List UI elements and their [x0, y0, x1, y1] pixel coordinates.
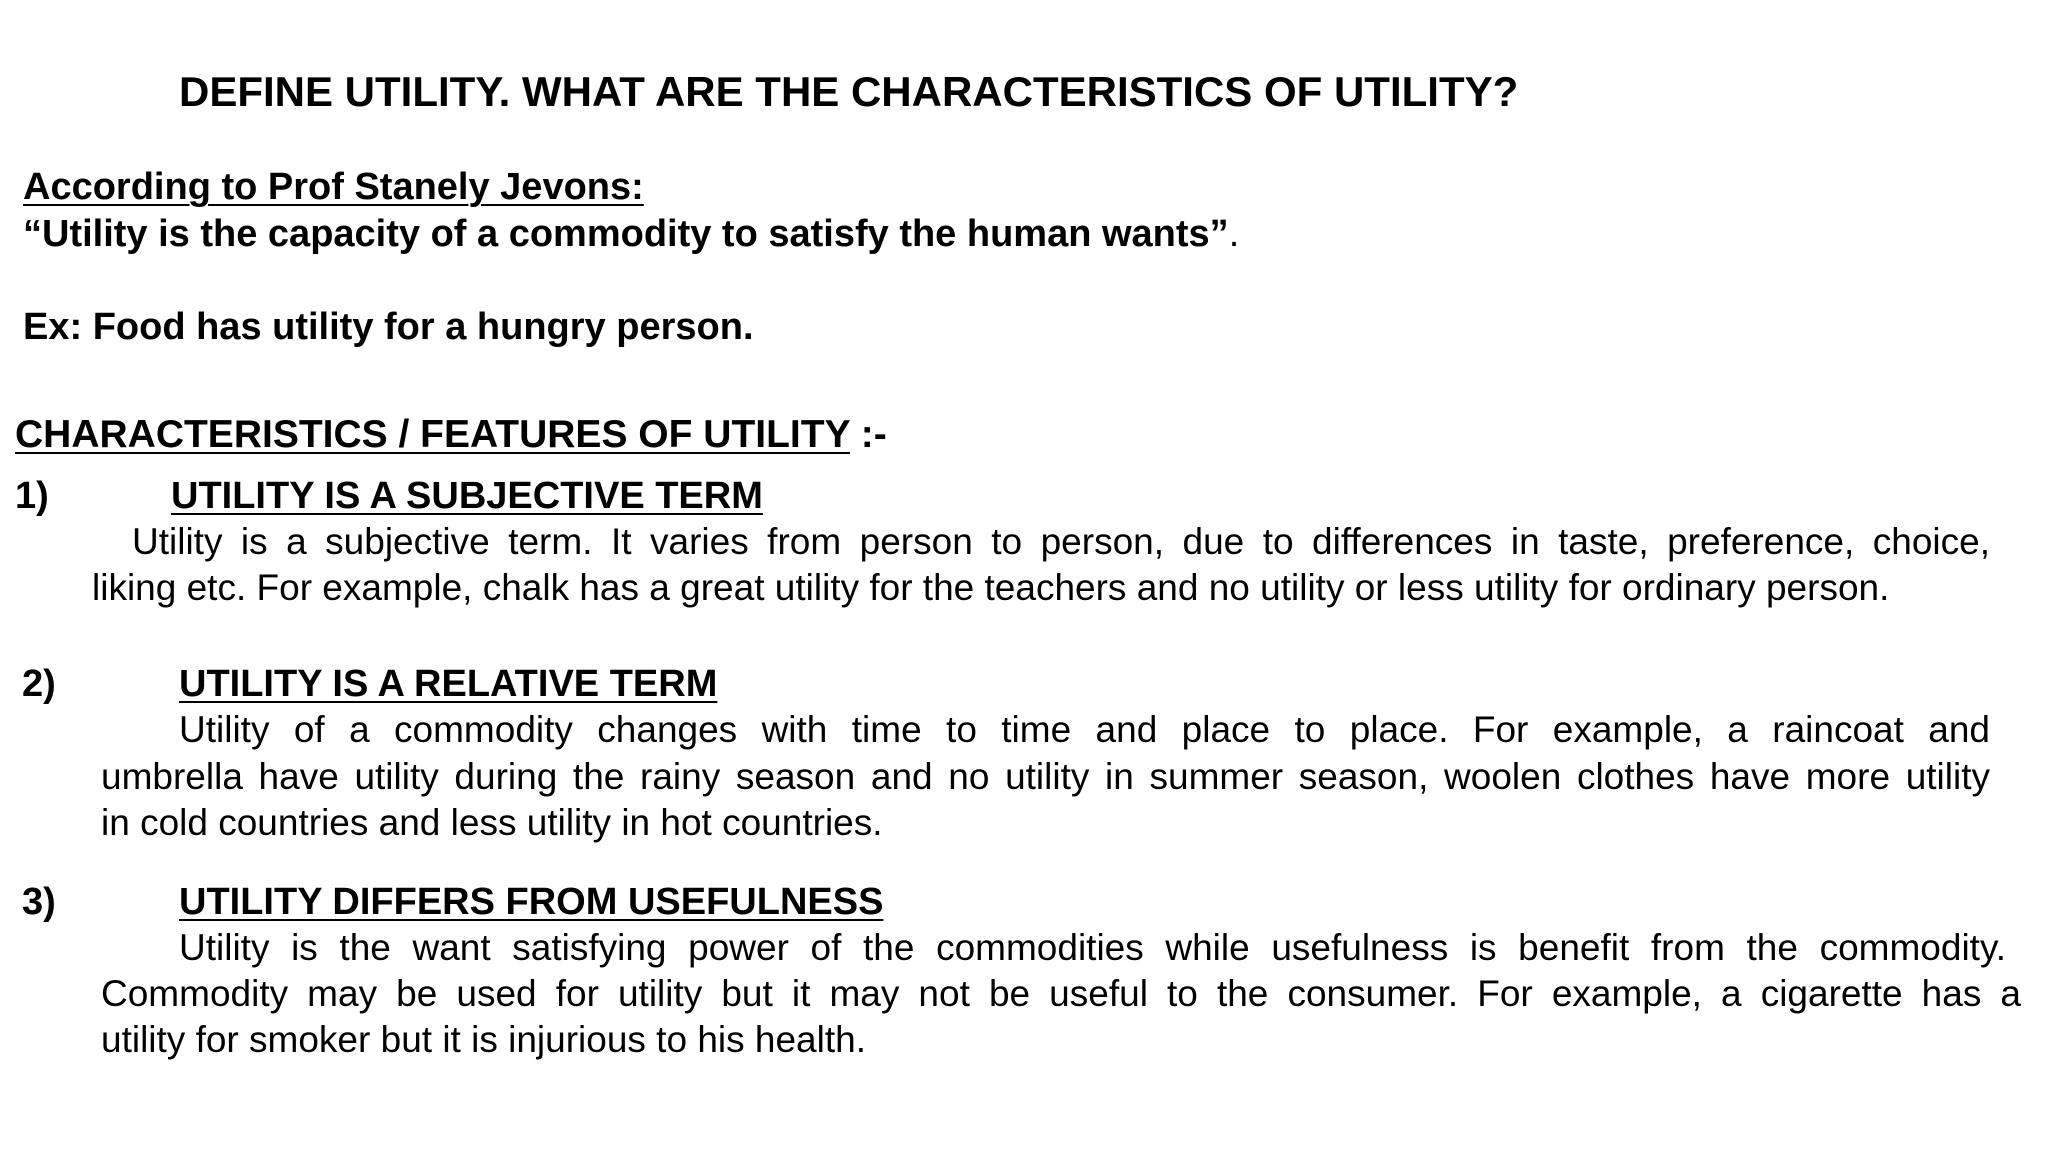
item-body-line: Utility of a commodity changes with time to time and place to place. For example, a raincoat and: [179, 709, 1990, 750]
definition-example: Ex: Food has utility for a hungry person.: [23, 306, 754, 348]
page-title: DEFINE UTILITY. WHAT ARE THE CHARACTERISTICS OF UTILITY?: [179, 68, 1519, 115]
definition-quote-text: “Utility is the capacity of a commodity to satisfy the human wants”: [23, 213, 1229, 255]
item-body-line: utility for smoker but it is injurious to his health.: [101, 1019, 866, 1060]
definition-quote: [23, 213, 1239, 256]
item-title: UTILITY DIFFERS FROM USEFULNESS: [179, 881, 884, 923]
item-body-line: Utility is the want satisfying power of the commodities while usefulness is benefit from the commodity.: [179, 927, 2006, 968]
item-number: 1): [15, 475, 49, 517]
item-body-line: Utility is a subjective term. It varies from person to person, due to differences in taste, preference, choice,: [132, 521, 1990, 562]
definition-heading: According to Prof Stanely Jevons:: [23, 166, 644, 208]
item-title: UTILITY IS A RELATIVE TERM: [179, 663, 718, 705]
definition-quote-period: .: [1228, 213, 1240, 255]
section-heading-suffix: :-: [849, 413, 887, 456]
section-heading-text: CHARACTERISTICS / FEATURES OF UTILITY: [15, 413, 850, 456]
item-number: 2): [22, 663, 56, 705]
item-number: 3): [22, 881, 56, 923]
item-body-line: Commodity may be used for utility but it may not be useful to the consumer. For example, a cigarette has a: [101, 973, 2021, 1014]
section-heading: [15, 413, 887, 457]
item-body-line: umbrella have utility during the rainy season and no utility in summer season, woolen clothes have more utility: [101, 756, 1990, 797]
item-body-line: in cold countries and less utility in hot countries.: [101, 802, 883, 843]
item-body-line: liking etc. For example, chalk has a great utility for the teachers and no utility or less utility for ordinary person.: [92, 567, 1890, 608]
item-title: UTILITY IS A SUBJECTIVE TERM: [171, 475, 763, 517]
